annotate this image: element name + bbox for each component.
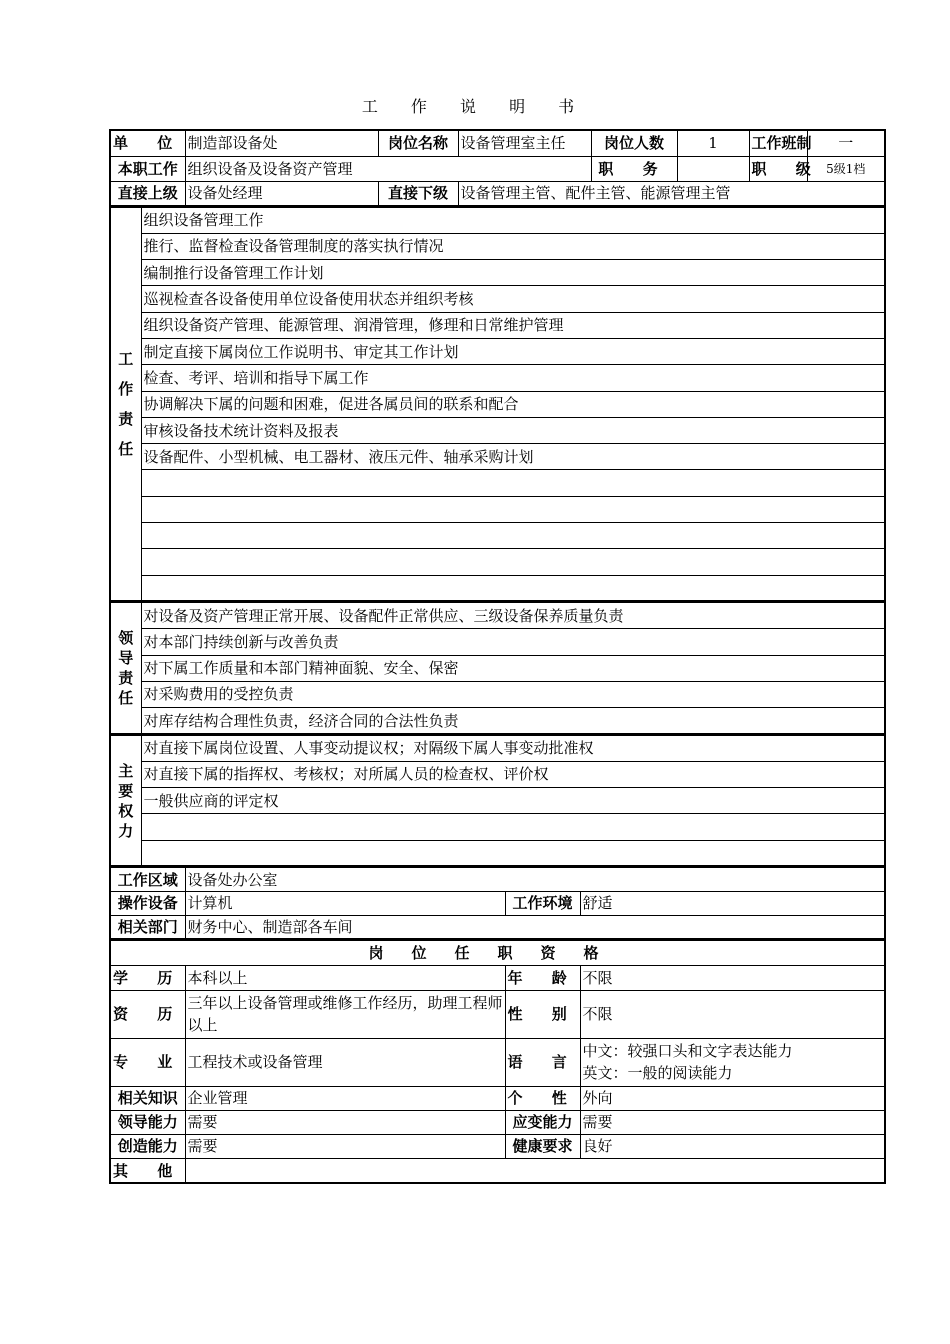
authority-label-char: 要: [118, 781, 134, 800]
leadership-label: [110, 602, 141, 733]
language-chinese: 中文：较强口头和文字表达能力: [582, 1042, 793, 1061]
job-value: 组织设备及设备资产管理: [185, 156, 591, 181]
duty-label: 职 务: [591, 156, 677, 181]
superior-label: 直接上级: [110, 181, 185, 206]
responsibilities-table: [109, 206, 886, 602]
environment-label: 工作环境: [505, 891, 580, 915]
work-area-label: 工作区域: [110, 867, 185, 891]
superior-value: 设备处经理: [185, 181, 378, 206]
responsibility-item: 巡视检查各设备使用单位设备使用状态并组织考核: [141, 286, 885, 312]
leadership-label-char: 任: [118, 689, 134, 708]
authority-item: [141, 840, 885, 866]
creativity-label: 创造能力: [110, 1134, 185, 1158]
major-value: 工程技术或设备管理: [185, 1038, 505, 1086]
authority-item: 一般供应商的评定权: [141, 788, 885, 814]
responsibility-item: 制定直接下属岗位工作说明书、审定其工作计划: [141, 338, 885, 364]
leadership-label-char: 领: [118, 629, 134, 648]
personality-label: 个 性: [505, 1086, 580, 1110]
health-value: 良好: [580, 1134, 885, 1158]
responsibilities-label-char: 作: [118, 380, 134, 399]
experience-label: 资 历: [110, 990, 185, 1038]
health-label: 健康要求: [505, 1134, 580, 1158]
responsibility-item: [141, 575, 885, 601]
responsibilities-label-char: 任: [118, 440, 134, 459]
responsibility-item: [141, 523, 885, 549]
authority-item: 对直接下属岗位设置、人事变动提议权；对隔级下属人事变动批准权: [141, 735, 885, 761]
language-english: 英文：一般的阅读能力: [582, 1064, 733, 1083]
language-label: 语 言: [505, 1038, 580, 1086]
authority-item: [141, 814, 885, 840]
leadership-label-char: 导: [118, 649, 134, 668]
unit-value: 制造部设备处: [185, 130, 378, 156]
shift-label: 工作班制: [749, 130, 807, 156]
header-table: [109, 129, 886, 207]
duty-value: [677, 156, 749, 181]
leadership-item: 对库存结构合理性负责，经济合同的合法性负责: [141, 708, 885, 734]
major-label: 专 业: [110, 1038, 185, 1086]
work-area-value: 设备处办公室: [185, 867, 885, 891]
environment-value: 舒适: [580, 891, 885, 915]
headcount-label: 岗位人数: [591, 130, 677, 156]
leadership-ability-value: 需要: [185, 1110, 505, 1134]
responsibilities-label-char: 责: [118, 410, 134, 429]
unit-label: 单 位: [110, 130, 185, 156]
post-name-value: 设备管理室主任: [458, 130, 591, 156]
authority-label-char: 力: [118, 821, 134, 840]
knowledge-label: 相关知识: [110, 1086, 185, 1110]
leadership-item: 对设备及资产管理正常开展、设备配件正常供应、三级设备保养质量负责: [141, 602, 885, 628]
work-table: [109, 866, 886, 940]
shift-value: 一: [807, 130, 885, 156]
responsibility-item: 编制推行设备管理工作计划: [141, 260, 885, 286]
adaptability-value: 需要: [580, 1110, 885, 1134]
age-value: 不限: [580, 965, 885, 990]
related-dept-value: 财务中心、制造部各车间: [185, 915, 885, 939]
other-value: [185, 1158, 885, 1183]
language-value: [580, 1038, 885, 1086]
responsibility-item: [141, 470, 885, 496]
headcount-value: 1: [677, 130, 749, 156]
responsibilities-label: [110, 207, 141, 601]
leadership-item: 对采购费用的受控负责: [141, 681, 885, 707]
qualifications-heading: 岗位任职资格: [110, 940, 885, 965]
authority-label-char: 权: [118, 801, 134, 820]
responsibility-item: 组织设备管理工作: [141, 207, 885, 233]
knowledge-value: 企业管理: [185, 1086, 505, 1110]
leadership-label-char: 责: [118, 669, 134, 688]
gender-value: 不限: [580, 990, 885, 1038]
grade-label: 职 级: [749, 156, 807, 181]
adaptability-label: 应变能力: [505, 1110, 580, 1134]
subordinate-label: 直接下级: [378, 181, 458, 206]
responsibility-item: 组织设备资产管理、能源管理、润滑管理，修理和日常维护管理: [141, 312, 885, 338]
subordinate-value: 设备管理主管、配件主管、能源管理主管: [458, 181, 885, 206]
creativity-value: 需要: [185, 1134, 505, 1158]
qualifications-table: [109, 939, 886, 1184]
responsibility-item: [141, 549, 885, 575]
responsibility-item: 设备配件、小型机械、电工器材、液压元件、轴承采购计划: [141, 444, 885, 470]
personality-value: 外向: [580, 1086, 885, 1110]
leadership-ability-label: 领导能力: [110, 1110, 185, 1134]
responsibility-item: 检查、考评、培训和指导下属工作: [141, 365, 885, 391]
leadership-item: 对下属工作质量和本部门精神面貌、安全、保密: [141, 655, 885, 681]
experience-value: 三年以上设备管理或维修工作经历，助理工程师以上: [185, 990, 505, 1038]
education-value: 本科以上: [185, 965, 505, 990]
authority-table: [109, 734, 886, 867]
grade-value: 5级1档: [807, 156, 885, 181]
document-title: 工 作 说 明 书: [361, 97, 589, 116]
responsibility-item: 推行、监督检查设备管理制度的落实执行情况: [141, 233, 885, 259]
age-label: 年 龄: [505, 965, 580, 990]
authority-label: [110, 735, 141, 866]
education-label: 学 历: [110, 965, 185, 990]
equipment-value: 计算机: [185, 891, 505, 915]
responsibilities-label-char: 工: [118, 350, 134, 369]
responsibility-item: [141, 496, 885, 522]
gender-label: 性 别: [505, 990, 580, 1038]
equipment-label: 操作设备: [110, 891, 185, 915]
post-name-label: 岗位名称: [378, 130, 458, 156]
job-label: 本职工作: [110, 156, 185, 181]
authority-item: 对直接下属的指挥权、考核权；对所属人员的检查权、评价权: [141, 761, 885, 787]
leadership-table: [109, 601, 886, 734]
authority-label-char: 主: [118, 761, 134, 780]
responsibility-item: 协调解决下属的问题和困难，促进各属员间的联系和配合: [141, 391, 885, 417]
related-dept-label: 相关部门: [110, 915, 185, 939]
other-label: 其 他: [110, 1158, 185, 1183]
job-description-sheet: [109, 129, 884, 1184]
responsibility-item: 审核设备技术统计资料及报表: [141, 417, 885, 443]
leadership-item: 对本部门持续创新与改善负责: [141, 629, 885, 655]
